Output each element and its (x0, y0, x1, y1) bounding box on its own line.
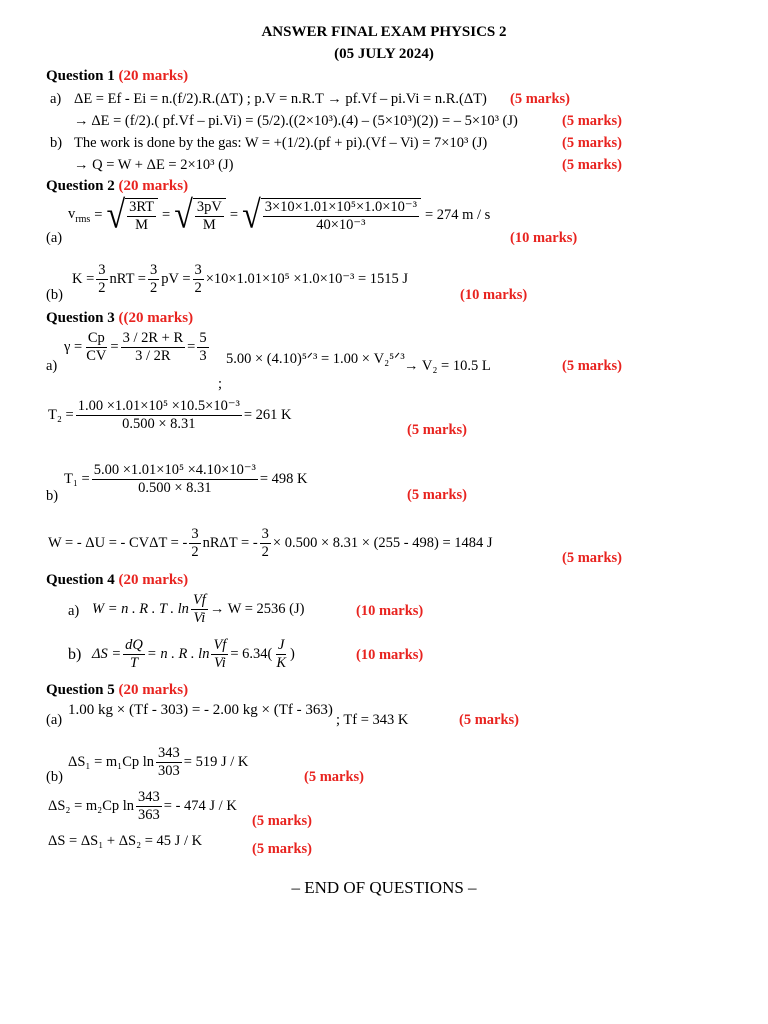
q2-a-equation: $v_{rms}$ = √ $\frac{3RT}{M}$ = √ $\frac{3pV}{M}$ = √ $\frac{\text{3×10×1.01×10⁵×1.0×10⁻³}}{\text{40×10⁻³}}$ = 274 m / s (68, 193, 491, 237)
q3-b-label: b) (46, 488, 59, 504)
fraction-dq-t: $\frac{dQ}{T}$ (125, 637, 143, 671)
fraction-343-303: $\frac{343}{303}$ (158, 745, 180, 779)
t1-equation (64, 462, 308, 496)
entropy-mid: = n . R . ln (146, 645, 210, 662)
exam-date: (05 JULY 2024) (334, 46, 434, 62)
k-symbol: K = (72, 270, 95, 287)
q1-a-line1: ΔE = Ef - Ei = n.(f/2).R.(ΔT) ; p.V = n.R.T → pf.Vf – pi.Vi = n.R.(ΔT) (74, 91, 487, 107)
sqrt-numeric: √ $\frac{\text{3×10×1.01×10⁵×1.0×10⁻³}}{\text{40×10⁻³}}$ (242, 198, 421, 233)
q1-b-label: b) (50, 135, 63, 151)
question-3-heading (46, 310, 193, 327)
question-1-heading (46, 68, 188, 85)
q4-b-label: b) (68, 646, 82, 663)
work-result: × 0.500 × 8.31 × (255 - 498) = 1484 J (272, 534, 493, 551)
q3-semicolon: ; (218, 376, 223, 392)
question-5-heading (46, 682, 188, 699)
fraction-vf-vi: $\frac{Vf}{Vi}$ (213, 637, 227, 671)
fraction-t1: $\frac{\text{5.00 ×1.01×10⁵ ×4.10×10⁻³}}{0.500 \times 8.31}$ (93, 462, 256, 496)
q3-a-marks: (5 marks) (562, 358, 623, 374)
work-mid: nRΔT = - (202, 534, 258, 551)
q4-a-label: a) (68, 603, 80, 619)
vrms-symbol: $v_{rms}$ (68, 206, 91, 226)
term-nrt: nRT = (109, 270, 146, 287)
fraction-343-363: $\frac{343}{363}$ (138, 789, 160, 823)
isothermal-work: W = n . R . T . ln (92, 600, 189, 617)
t1-marks: (5 marks) (407, 487, 468, 503)
fraction-3-2: $\frac{3}{2}$ (98, 262, 106, 296)
page-title: ANSWER FINAL EXAM PHYSICS 2 (261, 24, 507, 40)
question-1-label: Question 1 (46, 68, 115, 84)
question-4-heading (46, 572, 188, 589)
work-lhs: W = - ΔU = - CVΔT = - (48, 534, 188, 551)
t2-symbol: T₂ = (48, 406, 74, 423)
q5-b-label: (b) (46, 769, 63, 785)
gamma-symbol: γ = (64, 338, 83, 355)
work-value: → W = 2536 (J) (209, 600, 305, 617)
t2-equation (48, 398, 292, 432)
q4-a-marks: (10 marks) (356, 603, 424, 619)
q2-a-marks: (10 marks) (510, 230, 578, 246)
delta-s1-lhs: ΔS₁ = m₁Cp ln (68, 753, 155, 770)
adiabatic-expression: 5.00 × (4.10)⁵ᐟ³ = 1.00 × V₂⁵ᐟ³ (226, 351, 405, 367)
t1-symbol: T₁ = (64, 470, 90, 487)
q2-b-label: (b) (46, 287, 63, 303)
fraction-t2: $\frac{\text{1.00 ×1.01×10⁵ ×10.5×10⁻³}}{0.500 \times 8.31}$ (77, 398, 240, 432)
q5-a-marks: (5 marks) (459, 712, 520, 728)
v2-result: → V₂ = 10.5 L (404, 358, 491, 374)
q1-b-line2-marks: (5 marks) (562, 157, 623, 173)
fraction-5-3: $\frac{5}{3}$ (199, 330, 207, 364)
heat-balance-expression: 1.00 kg × (Tf - 303) = - 2.00 kg × (Tf - 363) (68, 702, 333, 718)
term-pv: pV = (161, 270, 191, 287)
k-result: ×10×1.01×10⁵ ×1.0×10⁻³ = 1515 J (205, 270, 409, 287)
q4-a-equation (92, 592, 304, 626)
delta-s2-result: = - 474 J / K (163, 797, 237, 814)
question-3-label: Question 3 (46, 310, 115, 326)
work-marks: (5 marks) (562, 550, 623, 566)
delta-s1-equation (68, 745, 248, 779)
sqrt-3pv-m: √ $\frac{3pV}{M}$ (174, 198, 226, 233)
q1-a-label: a) (50, 91, 62, 107)
q2-a-label: (a) (46, 230, 63, 246)
question-1-marks: (20 marks) (118, 68, 189, 84)
question-4-marks: (20 marks) (118, 572, 189, 588)
q3-gamma-equation: γ = $\frac{Cp}{CV}$ = $\frac{3 / 2R + R}{3 / 2R}$ = $\frac{5}{3}$ (64, 330, 207, 364)
question-5-label: Question 5 (46, 682, 115, 698)
question-2-label: Question 2 (46, 178, 115, 194)
work-equation (48, 526, 493, 560)
entropy-lhs: ΔS = (92, 645, 122, 662)
question-3-marks: ((20 marks) (118, 310, 194, 326)
delta-s2-lhs: ΔS₂ = m₂Cp ln (48, 797, 135, 814)
t2-marks: (5 marks) (407, 422, 468, 438)
question-4-label: Question 4 (46, 572, 115, 588)
end-of-questions: – END OF QUESTIONS – (291, 878, 477, 897)
sqrt-3rt-m: √ $\frac{3RT}{M}$ (106, 198, 158, 233)
question-2-heading (46, 178, 188, 195)
q4-b-equation: ΔS = $\frac{dQ}{T}$ = n . R . ln $\frac{Vf}{Vi}$ = 6.34 ( $\frac{J}{K}$ ) (92, 637, 295, 671)
fraction-3-2: $\frac{3}{2}$ (261, 526, 269, 560)
delta-s2-equation (48, 789, 237, 823)
delta-s1-result: = 519 J / K (183, 753, 249, 770)
fraction-3-2: $\frac{3}{2}$ (191, 526, 199, 560)
entropy-value: = 6.34 (230, 645, 268, 662)
q2-b-marks: (10 marks) (460, 287, 528, 303)
t1-result: = 498 K (259, 470, 308, 487)
total-entropy-marks: (5 marks) (252, 841, 313, 857)
q4-b-marks: (10 marks) (356, 647, 424, 663)
q1-b-line1: The work is done by the gas: W = +(1/2).(pf + pi).(Vf – Vi) = 7×10³ (J) (74, 135, 488, 151)
q1-b-line2: → Q = W + ΔE = 2×10³ (J) (74, 157, 234, 173)
fraction-3-2: $\frac{3}{2}$ (149, 262, 158, 296)
delta-s1-marks: (5 marks) (304, 769, 365, 785)
delta-s2-marks: (5 marks) (252, 813, 313, 829)
fraction-cp-cv: $\frac{Cp}{CV}$ (86, 330, 107, 364)
tf-result: ; Tf = 343 K (336, 712, 409, 728)
q1-a-line2-marks: (5 marks) (562, 113, 623, 129)
question-2-marks: (20 marks) (118, 178, 189, 194)
question-5-marks: (20 marks) (118, 682, 189, 698)
q2-b-equation (72, 262, 408, 296)
fraction-j-k: $\frac{J}{K}$ (276, 637, 287, 671)
fraction-heat-capacities: $\frac{3 / 2R + R}{3 / 2R}$ (122, 330, 184, 364)
q3-a-label: a) (46, 358, 58, 374)
q1-a-line2: → ΔE = (f/2).( pf.Vf – pi.Vi) = (5/2).((2×10³).(4) – (5×10³)(2)) = – 5×10³ (J) (74, 113, 518, 129)
t2-result: = 261 K (243, 406, 292, 423)
fraction-3-2: $\frac{3}{2}$ (194, 262, 202, 296)
q1-a-line1-marks: (5 marks) (510, 91, 571, 107)
vrms-result: = 274 m / s (424, 207, 491, 224)
fraction-vf-vi: $\frac{Vf}{Vi}$ (192, 592, 206, 626)
total-entropy: ΔS = ΔS₁ + ΔS₂ = 45 J / K (48, 833, 203, 849)
q1-b-line1-marks: (5 marks) (562, 135, 623, 151)
q5-a-label: (a) (46, 712, 63, 728)
